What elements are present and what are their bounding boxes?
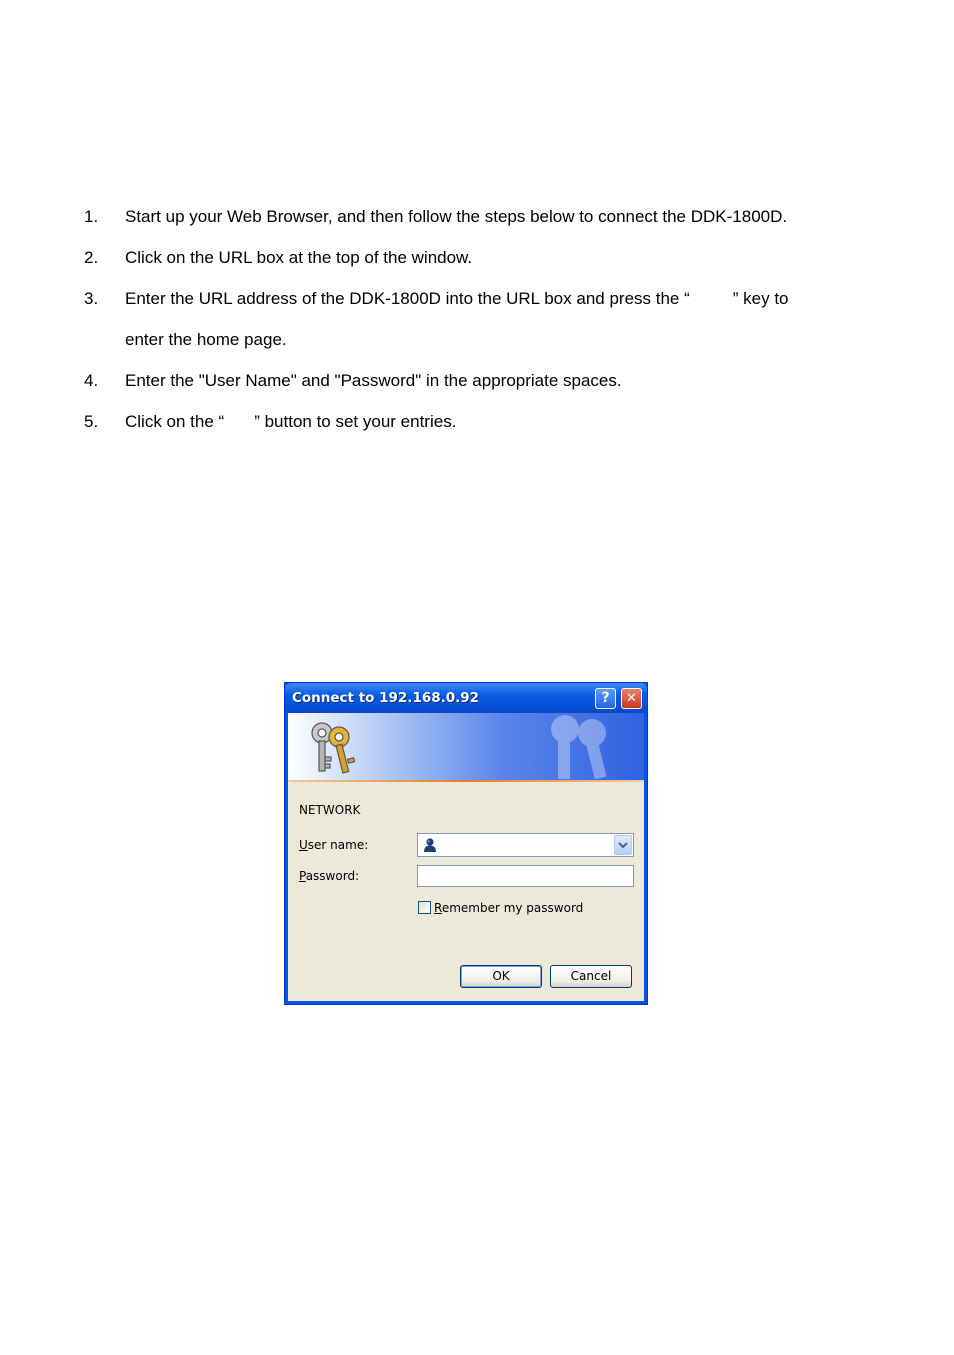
step-number: 2.: [84, 248, 99, 267]
username-label: User name:: [299, 838, 369, 852]
password-label: Password:: [299, 869, 360, 883]
banner-divider: [288, 780, 644, 782]
step-text-after: ” button to set your entries.: [254, 412, 457, 431]
step-3: [84, 278, 874, 360]
ok-button[interactable]: OK: [460, 965, 542, 988]
keys-watermark-icon: [530, 713, 630, 779]
step-text-before: Click on the “: [125, 412, 225, 431]
step-2: [84, 237, 874, 278]
help-button[interactable]: ?: [595, 688, 616, 709]
step-1: [84, 196, 874, 237]
step-number: 1.: [84, 207, 99, 226]
password-input[interactable]: [417, 865, 634, 887]
step-5: [84, 401, 874, 442]
step-text: Click on the URL box at the top of the window.: [125, 248, 473, 267]
realm-label: NETWORK: [299, 803, 361, 817]
close-button[interactable]: ✕: [621, 688, 642, 709]
step-number: 3.: [84, 289, 99, 308]
step-text-continued: enter the home page.: [125, 330, 287, 349]
keys-icon: [306, 719, 358, 777]
username-input[interactable]: [442, 836, 602, 854]
username-combobox[interactable]: [417, 833, 634, 857]
dialog-title: Connect to 192.168.0.92: [292, 690, 480, 706]
step-4: [84, 360, 874, 401]
login-dialog: [284, 682, 648, 1005]
dialog-titlebar[interactable]: [285, 683, 647, 713]
step-text-after: ” key to: [732, 289, 789, 308]
user-icon: [422, 837, 438, 853]
chevron-down-icon: [615, 836, 631, 854]
step-number: 4.: [84, 371, 99, 390]
remember-password-label[interactable]: Remember my password: [434, 901, 584, 915]
remember-password-checkbox[interactable]: [418, 901, 431, 914]
dialog-banner: [288, 713, 644, 780]
cancel-button[interactable]: Cancel: [550, 965, 632, 988]
step-text-before: Enter the URL address of the DDK-1800D into the URL box and press the “: [125, 289, 690, 308]
username-dropdown-button[interactable]: [614, 835, 632, 855]
instruction-steps: [84, 196, 874, 442]
step-number: 5.: [84, 412, 99, 431]
step-text: Start up your Web Browser, and then follow the steps below to connect the DDK-1800D.: [125, 207, 788, 226]
step-text: Enter the "User Name" and "Password" in the appropriate spaces.: [125, 371, 622, 390]
dialog-body: [288, 713, 644, 1001]
